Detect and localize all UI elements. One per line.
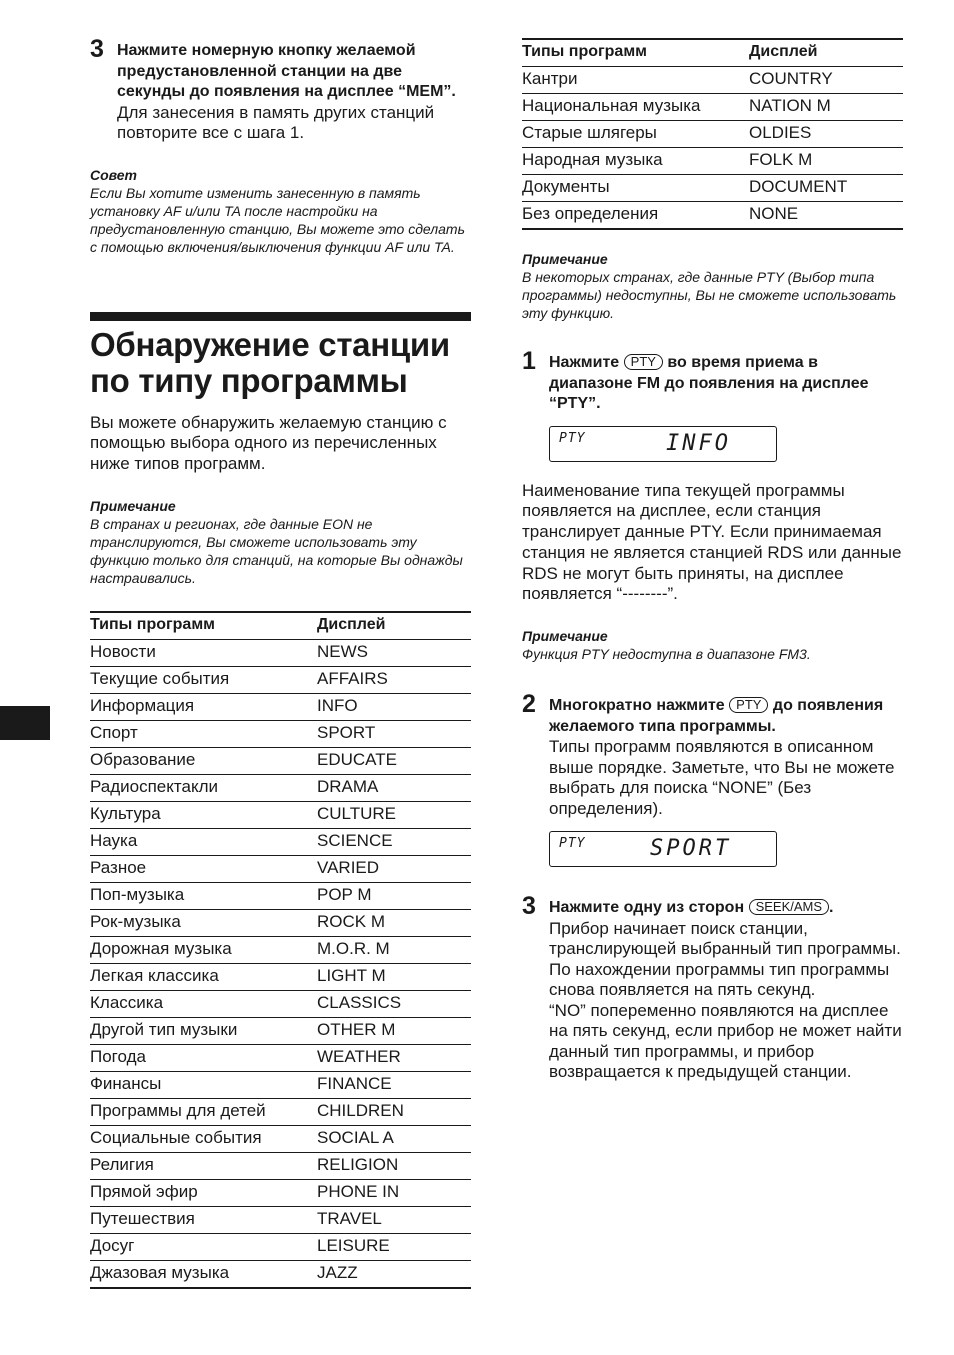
note-body: В странах и регионах, где данные EON не транслируются, Вы сможете использовать эту функцию только для станций, на которые Вы однажды настраивались. (90, 515, 463, 586)
display-code-cell: NEWS (317, 641, 368, 661)
program-type-cell: Наука (90, 830, 138, 850)
program-type-cell: Классика (90, 992, 164, 1012)
table-row (90, 1206, 471, 1233)
table-row (522, 201, 903, 228)
table-row (522, 67, 903, 93)
program-type-cell: Народная музыка (522, 150, 663, 169)
display-code-cell: EDUCATE (317, 749, 397, 769)
header-type: Типы программ (90, 615, 215, 633)
display-code-cell: DOCUMENT (749, 177, 848, 196)
table-row (90, 828, 471, 855)
display-code-cell: WEATHER (317, 1046, 401, 1066)
program-type-cell: Радиоспектакли (90, 776, 218, 796)
table-row (90, 855, 471, 882)
table-row (90, 1233, 471, 1260)
pty-button-label: PTY (624, 354, 663, 370)
program-type-cell: Национальная музыка (522, 96, 701, 115)
left-column (90, 0, 471, 1289)
program-type-cell: Разное (90, 857, 147, 877)
intro-paragraph: Вы можете обнаружить желаемую станцию с помощью выбора одного из перечисленных ниже типов программ. (90, 412, 447, 474)
display-code-cell: CLASSICS (317, 992, 402, 1012)
table-row (90, 1125, 471, 1152)
step-3-store (90, 35, 471, 144)
program-type-cell: Религия (90, 1154, 154, 1174)
program-type-cell: Культура (90, 803, 161, 823)
table-row (522, 147, 903, 174)
step-heading (549, 898, 903, 919)
lcd-indicator: PTY (559, 836, 586, 852)
table-row (90, 990, 471, 1017)
table-body (522, 67, 903, 228)
pty-table-right (522, 38, 903, 230)
display-code-cell: FOLK M (749, 150, 813, 169)
note-block (90, 497, 471, 587)
step-body: Типы программ появляются в описанном выше порядке. Заметьте, что Вы не можете выбрать для поиска “NONE” (Без определения). (549, 737, 895, 818)
note-body: Функция PTY недоступна в диапазоне FM3. (522, 646, 811, 663)
display-code-cell: JAZZ (317, 1262, 358, 1282)
table-row (90, 774, 471, 801)
note-body: В некоторых странах, где данные PTY (Выбор типа программы) недоступны, Вы не сможете использовать эту функцию. (522, 269, 897, 321)
lcd-text: SPORT (650, 836, 732, 862)
lcd-indicator: PTY (559, 430, 586, 446)
program-type-cell: Джазовая музыка (90, 1262, 230, 1282)
program-type-cell: Социальные события (90, 1127, 262, 1147)
display-code-cell: LEISURE (317, 1235, 390, 1255)
program-type-cell: Новости (90, 641, 156, 661)
tip-block (90, 166, 471, 256)
program-type-cell: Документы (522, 177, 610, 196)
section-tab-marker (0, 706, 50, 740)
pty-button-label: PTY (729, 697, 768, 713)
program-type-cell: Без определения (522, 204, 659, 223)
display-code-cell: OLDIES (749, 123, 812, 142)
display-code-cell: LIGHT M (317, 965, 386, 985)
lcd-text: INFO (666, 430, 731, 456)
table-row (90, 1152, 471, 1179)
section-title: Обнаружение станции по типу программы (90, 325, 450, 399)
step-number: 3 (90, 35, 104, 63)
step-number: 2 (522, 690, 536, 719)
program-type-cell: Путешествия (90, 1208, 195, 1228)
step-body: Для занесения в память других станций повторите все с шага 1. (117, 102, 435, 142)
table-row (522, 120, 903, 147)
table-row (522, 93, 903, 120)
step-heading (549, 353, 903, 415)
program-type-cell: Легкая классика (90, 965, 219, 985)
seek-ams-button-label: SEEK/AMS (749, 899, 829, 915)
step-heading: Нажмите номерную кнопку желаемой предустановленной станции на две секунды до появления на дисплее “MEM”. (117, 42, 456, 100)
table-row (90, 640, 471, 666)
tip-title: Совет (90, 166, 138, 183)
table-row (90, 747, 471, 774)
table-header (90, 613, 471, 640)
table-row (90, 666, 471, 693)
step-heading-text: . (829, 899, 834, 917)
table-row (90, 1017, 471, 1044)
display-code-cell: INFO (317, 695, 358, 715)
note-block-1 (522, 250, 903, 322)
display-code-cell: PHONE IN (317, 1181, 400, 1201)
program-type-cell: Погода (90, 1046, 146, 1066)
step-heading-text: Нажмите одну из сторон (549, 899, 745, 917)
table-row (90, 1044, 471, 1071)
program-type-cell: Финансы (90, 1073, 162, 1093)
display-code-cell: OTHER M (317, 1019, 396, 1039)
table-row (90, 1179, 471, 1206)
program-type-cell: Информация (90, 695, 195, 715)
display-code-cell: SOCIAL A (317, 1127, 394, 1147)
display-code-cell: NATION M (749, 96, 831, 115)
table-header (522, 40, 903, 67)
step-1-pty (522, 347, 903, 462)
program-type-cell: Образование (90, 749, 196, 769)
display-code-cell: RELIGION (317, 1154, 399, 1174)
section-divider (90, 312, 471, 321)
program-type-cell: Дорожная музыка (90, 938, 232, 958)
display-code-cell: FINANCE (317, 1073, 392, 1093)
tip-body: Если Вы хотите изменить занесенную в память установку AF и/или TA после настройки на предустановленную станцию, Вы можете это сделать с помощью включения/выключения функции AF или TA. (90, 184, 465, 255)
table-row (90, 801, 471, 828)
program-type-cell: Другой тип музыки (90, 1019, 238, 1039)
table-row (90, 1071, 471, 1098)
step-3-seek (522, 892, 903, 1083)
program-type-cell: Поп-музыка (90, 884, 185, 904)
table-row (90, 720, 471, 747)
program-type-cell: Текущие события (90, 668, 230, 688)
display-code-cell: CULTURE (317, 803, 397, 823)
display-code-cell: M.O.R. M (317, 938, 390, 958)
program-type-cell: Кантри (522, 69, 578, 88)
display-code-cell: TRAVEL (317, 1208, 382, 1228)
step-1-description: Наименование типа текущей программы появляется на дисплее, если станция транслирует данные PTY. Если принимаемая станция не является станцией RDS или данные RDS не могут быть приняты, на дисплее появляется “--------”. (522, 480, 902, 604)
display-code-cell: COUNTRY (749, 69, 833, 88)
pty-table-left (90, 611, 471, 1289)
step-heading-text: Нажмите (549, 354, 620, 371)
display-code-cell: AFFAIRS (317, 668, 388, 688)
step-heading-text: во время приема в диапазоне FM до появления на дисплее “PTY”. (549, 354, 869, 412)
program-type-cell: Программы для детей (90, 1100, 266, 1120)
step-number: 1 (522, 347, 536, 375)
display-code-cell: POP M (317, 884, 372, 904)
note-title: Примечание (522, 628, 608, 645)
note-block-2 (522, 627, 903, 663)
display-code-cell: SPORT (317, 722, 376, 742)
note-title: Примечание (522, 251, 608, 267)
display-code-cell: NONE (749, 204, 799, 223)
table-row (90, 882, 471, 909)
table-row (90, 963, 471, 990)
table-row (522, 174, 903, 201)
display-code-cell: CHILDREN (317, 1100, 404, 1120)
table-row (90, 693, 471, 720)
program-type-cell: Спорт (90, 722, 138, 742)
program-type-cell: Досуг (90, 1235, 135, 1255)
step-heading-text: до появления желаемого типа программы. (549, 697, 884, 735)
header-display: Дисплей (749, 43, 818, 60)
program-type-cell: Прямой эфир (90, 1181, 198, 1201)
program-type-cell: Старые шлягеры (522, 123, 657, 142)
step-heading-text: Многократно нажмите (549, 697, 725, 715)
program-type-cell: Рок-музыка (90, 911, 181, 931)
header-type: Типы программ (522, 43, 647, 60)
display-code-cell: VARIED (317, 857, 380, 877)
table-body (90, 640, 471, 1287)
table-row (90, 936, 471, 963)
lcd-display (549, 426, 777, 462)
step-heading (549, 696, 903, 737)
note-title: Примечание (90, 497, 176, 514)
display-code-cell: SCIENCE (317, 830, 393, 850)
table-row (90, 1098, 471, 1125)
right-column (522, 0, 903, 1083)
step-number: 3 (522, 892, 536, 921)
step-body: Прибор начинает поиск станции, транслирующей выбранный тип программы. По нахождении программы тип программы снова появляется на пять секунд. “NO” попеременно появляются на дисплее на пять секунд, если прибор не может найти данный тип программы, и прибор возвращается к предыдущей станции. (549, 918, 902, 1082)
step-2-pty (522, 690, 903, 867)
lcd-display (549, 831, 777, 867)
table-row (90, 909, 471, 936)
display-code-cell: ROCK M (317, 911, 385, 931)
table-row (90, 1260, 471, 1287)
header-display: Дисплей (317, 615, 386, 633)
display-code-cell: DRAMA (317, 776, 379, 796)
